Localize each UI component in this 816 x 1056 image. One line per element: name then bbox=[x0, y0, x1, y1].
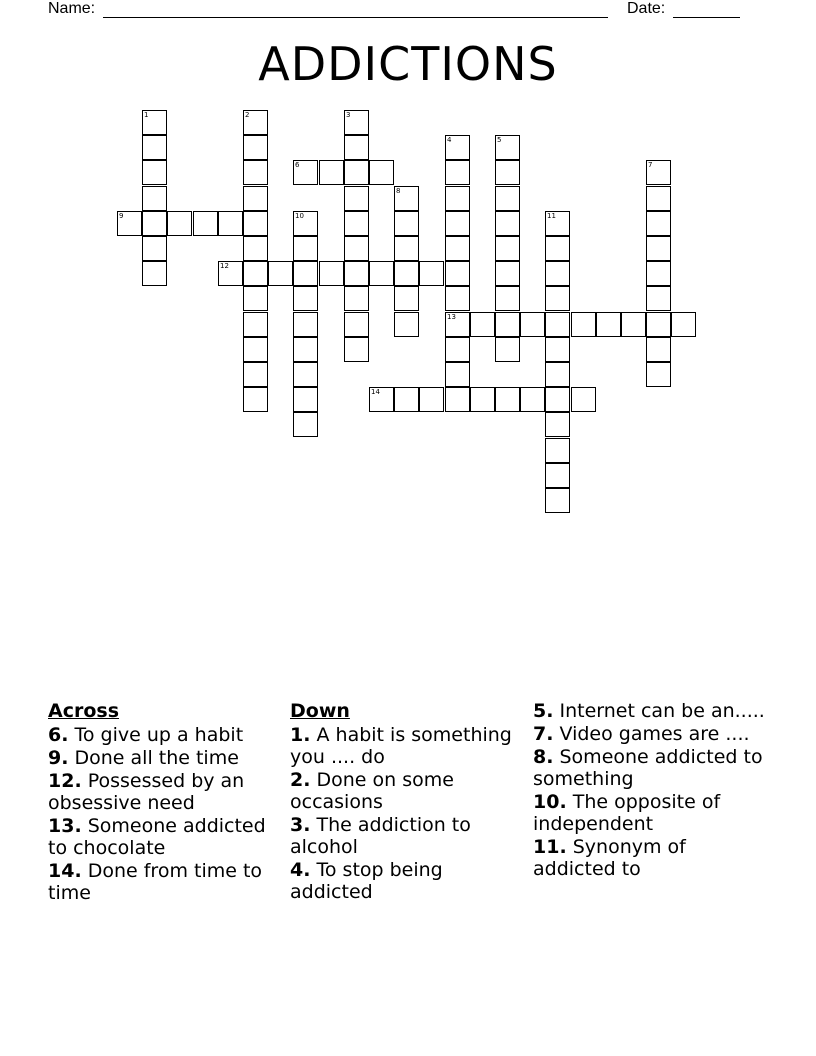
crossword-cell[interactable] bbox=[646, 286, 671, 311]
clue-number-label: 1 bbox=[144, 111, 149, 119]
crossword-cell[interactable] bbox=[293, 337, 318, 362]
crossword-cell[interactable] bbox=[495, 261, 520, 286]
crossword-cell[interactable] bbox=[545, 387, 570, 412]
crossword-cell[interactable] bbox=[243, 160, 268, 185]
crossword-cell[interactable] bbox=[117, 211, 142, 236]
clue-number-label: 10 bbox=[295, 212, 304, 220]
crossword-cell[interactable] bbox=[142, 211, 167, 236]
crossword-cell[interactable] bbox=[218, 211, 243, 236]
crossword-cell[interactable] bbox=[218, 261, 243, 286]
down-clues-column-1 bbox=[290, 700, 518, 904]
crossword-cell[interactable] bbox=[243, 387, 268, 412]
crossword-cell[interactable] bbox=[545, 412, 570, 437]
clue-number-label: 3 bbox=[346, 111, 351, 119]
crossword-cell[interactable] bbox=[646, 236, 671, 261]
crossword-cell[interactable] bbox=[268, 261, 293, 286]
crossword-cell[interactable] bbox=[319, 160, 344, 185]
crossword-cell[interactable] bbox=[520, 387, 545, 412]
page-title: ADDICTIONS bbox=[258, 37, 558, 91]
crossword-cell[interactable] bbox=[445, 362, 470, 387]
crossword-cell[interactable] bbox=[344, 110, 369, 135]
crossword-cell[interactable] bbox=[545, 337, 570, 362]
crossword-cell[interactable] bbox=[470, 312, 495, 337]
clue-down-2: 2. Done on some occasions bbox=[290, 769, 454, 813]
crossword-cell[interactable] bbox=[545, 312, 570, 337]
clue-number-label: 11 bbox=[547, 212, 556, 220]
crossword-cell[interactable] bbox=[167, 211, 192, 236]
crossword-cell[interactable] bbox=[293, 160, 318, 185]
crossword-cell[interactable] bbox=[394, 387, 419, 412]
clue-number-label: 2 bbox=[245, 111, 250, 119]
clue-down-3: 3. The addiction to alcohol bbox=[290, 814, 471, 858]
crossword-cell[interactable] bbox=[545, 286, 570, 311]
crossword-cell[interactable] bbox=[545, 236, 570, 261]
crossword-cell[interactable] bbox=[520, 312, 545, 337]
crossword-cell[interactable] bbox=[293, 236, 318, 261]
crossword-cell[interactable] bbox=[293, 261, 318, 286]
crossword-cell[interactable] bbox=[344, 261, 369, 286]
crossword-cell[interactable] bbox=[495, 387, 520, 412]
crossword-cell[interactable] bbox=[545, 438, 570, 463]
crossword-cell[interactable] bbox=[293, 286, 318, 311]
crossword-cell[interactable] bbox=[445, 135, 470, 160]
crossword-cell[interactable] bbox=[495, 160, 520, 185]
crossword-cell[interactable] bbox=[646, 312, 671, 337]
crossword-cell[interactable] bbox=[243, 186, 268, 211]
crossword-cell[interactable] bbox=[545, 362, 570, 387]
crossword-cell[interactable] bbox=[344, 186, 369, 211]
crossword-cell[interactable] bbox=[646, 160, 671, 185]
crossword-cell[interactable] bbox=[243, 211, 268, 236]
clue-number-label: 8 bbox=[396, 187, 401, 195]
crossword-cell[interactable] bbox=[243, 362, 268, 387]
crossword-cell[interactable] bbox=[445, 261, 470, 286]
across-clues bbox=[48, 700, 278, 905]
crossword-cell[interactable] bbox=[646, 337, 671, 362]
clue-number-label: 14 bbox=[371, 388, 380, 396]
crossword-cell[interactable] bbox=[394, 236, 419, 261]
crossword-cell[interactable] bbox=[445, 211, 470, 236]
crossword-cell[interactable] bbox=[344, 160, 369, 185]
crossword-cell[interactable] bbox=[344, 286, 369, 311]
crossword-cell[interactable] bbox=[394, 261, 419, 286]
crossword-cell[interactable] bbox=[344, 211, 369, 236]
clue-across-13: 13. Someone addicted to chocolate bbox=[48, 815, 266, 859]
crossword-cell[interactable] bbox=[646, 362, 671, 387]
crossword-cell[interactable] bbox=[293, 412, 318, 437]
clue-across-14: 14. Done from time to time bbox=[48, 860, 263, 904]
clue-down-8: 8. Someone addicted to something bbox=[533, 746, 763, 790]
crossword-cell[interactable] bbox=[243, 236, 268, 261]
crossword-cell[interactable] bbox=[293, 211, 318, 236]
crossword-cell[interactable] bbox=[344, 337, 369, 362]
across-heading: Across bbox=[48, 700, 120, 722]
crossword-cell[interactable] bbox=[445, 286, 470, 311]
crossword-cell[interactable] bbox=[344, 236, 369, 261]
crossword-cell[interactable] bbox=[545, 211, 570, 236]
crossword-cell[interactable] bbox=[142, 135, 167, 160]
crossword-cell[interactable] bbox=[369, 160, 394, 185]
crossword-cell[interactable] bbox=[495, 236, 520, 261]
crossword-cell[interactable] bbox=[545, 261, 570, 286]
crossword-cell[interactable] bbox=[142, 110, 167, 135]
clue-across-12: 12. Possessed by an obsessive need bbox=[48, 770, 245, 814]
crossword-cell[interactable] bbox=[445, 236, 470, 261]
crossword-cell[interactable] bbox=[445, 312, 470, 337]
crossword-cell[interactable] bbox=[319, 261, 344, 286]
crossword-cell[interactable] bbox=[394, 312, 419, 337]
crossword-cell[interactable] bbox=[646, 261, 671, 286]
clue-down-1: 1. A habit is something you .... do bbox=[290, 724, 512, 768]
crossword-cell[interactable] bbox=[394, 286, 419, 311]
clue-across-6: 6. To give up a habit bbox=[48, 724, 244, 746]
crossword-cell[interactable] bbox=[445, 160, 470, 185]
clue-number-label: 4 bbox=[447, 136, 452, 144]
crossword-cell[interactable] bbox=[545, 488, 570, 513]
name-label: Name: bbox=[48, 0, 96, 17]
crossword-cell[interactable] bbox=[142, 261, 167, 286]
crossword-cell[interactable] bbox=[394, 211, 419, 236]
crossword-cell[interactable] bbox=[596, 312, 621, 337]
crossword-cell[interactable] bbox=[495, 135, 520, 160]
crossword-cell[interactable] bbox=[571, 312, 596, 337]
crossword-cell[interactable] bbox=[369, 261, 394, 286]
clue-number-label: 12 bbox=[220, 262, 229, 270]
crossword-cell[interactable] bbox=[495, 286, 520, 311]
crossword-cell[interactable] bbox=[243, 135, 268, 160]
clue-number-label: 6 bbox=[295, 161, 300, 169]
crossword-cell[interactable] bbox=[646, 186, 671, 211]
crossword-cell[interactable] bbox=[293, 312, 318, 337]
clue-across-9: 9. Done all the time bbox=[48, 747, 239, 769]
clue-down-7: 7. Video games are .... bbox=[533, 723, 750, 745]
crossword-cell[interactable] bbox=[243, 312, 268, 337]
crossword-cell[interactable] bbox=[419, 261, 444, 286]
clue-down-11: 11. Synonym of addicted to bbox=[533, 836, 686, 880]
crossword-cell[interactable] bbox=[243, 261, 268, 286]
crossword-cell[interactable] bbox=[243, 337, 268, 362]
clue-number-label: 13 bbox=[447, 313, 456, 321]
down-clues-column-2 bbox=[533, 700, 773, 881]
crossword-cell[interactable] bbox=[495, 186, 520, 211]
crossword-cell[interactable] bbox=[571, 387, 596, 412]
crossword-cell[interactable] bbox=[445, 387, 470, 412]
crossword-cell[interactable] bbox=[142, 160, 167, 185]
crossword-cell[interactable] bbox=[621, 312, 646, 337]
down-heading: Down bbox=[290, 700, 350, 722]
crossword-cell[interactable] bbox=[545, 463, 570, 488]
clue-number-label: 5 bbox=[497, 136, 502, 144]
crossword-cell[interactable] bbox=[495, 312, 520, 337]
clue-number-label: 7 bbox=[648, 161, 653, 169]
crossword-cell[interactable] bbox=[344, 312, 369, 337]
clue-down-4: 4. To stop being addicted bbox=[290, 859, 443, 903]
clue-number-label: 9 bbox=[119, 212, 124, 220]
crossword-cell[interactable] bbox=[243, 286, 268, 311]
clue-down-5: 5. Internet can be an..... bbox=[533, 700, 765, 722]
crossword-cell[interactable] bbox=[243, 110, 268, 135]
crossword-cell[interactable] bbox=[193, 211, 218, 236]
crossword-cell[interactable] bbox=[293, 387, 318, 412]
crossword-cell[interactable] bbox=[671, 312, 696, 337]
crossword-cell[interactable] bbox=[293, 362, 318, 387]
crossword-cell[interactable] bbox=[369, 387, 394, 412]
crossword-cell[interactable] bbox=[419, 387, 444, 412]
crossword-cell[interactable] bbox=[142, 186, 167, 211]
clue-down-10: 10. The opposite of independent bbox=[533, 791, 721, 835]
crossword-cell[interactable] bbox=[344, 135, 369, 160]
crossword-cell[interactable] bbox=[445, 337, 470, 362]
crossword-cell[interactable] bbox=[142, 236, 167, 261]
crossword-cell[interactable] bbox=[445, 186, 470, 211]
crossword-cell[interactable] bbox=[495, 211, 520, 236]
crossword-cell[interactable] bbox=[394, 186, 419, 211]
date-label: Date: bbox=[627, 0, 666, 17]
crossword-cell[interactable] bbox=[646, 211, 671, 236]
crossword-cell[interactable] bbox=[495, 337, 520, 362]
crossword-cell[interactable] bbox=[470, 387, 495, 412]
